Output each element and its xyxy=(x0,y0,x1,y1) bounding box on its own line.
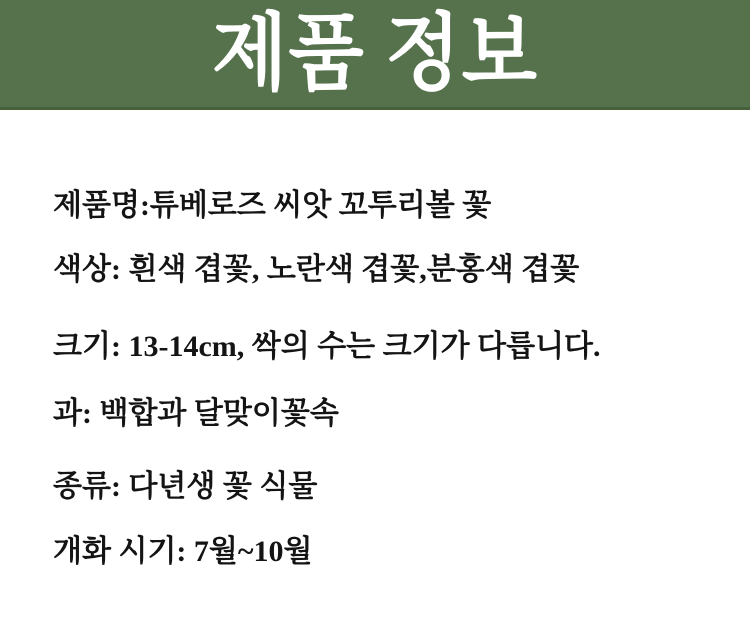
row-family: 과: 백합과 달맞이꽃속 xyxy=(53,397,339,430)
row-bloom-time: 개화 시기: 7월~10월 xyxy=(53,535,313,568)
row-product-name: 제품명:튜베로즈 씨앗 꼬투리볼 꽃 xyxy=(53,189,492,222)
row-type: 종류: 다년생 꽃 식물 xyxy=(53,470,318,503)
header-banner xyxy=(0,0,750,110)
row-size: 크기: 13-14cm, 싹의 수는 크기가 다릅니다. xyxy=(53,330,601,363)
page-title: 제품 정보 xyxy=(212,5,538,100)
row-color: 색상: 흰색 겹꽃, 노란색 겹꽃,분홍색 겹꽃 xyxy=(53,253,580,286)
